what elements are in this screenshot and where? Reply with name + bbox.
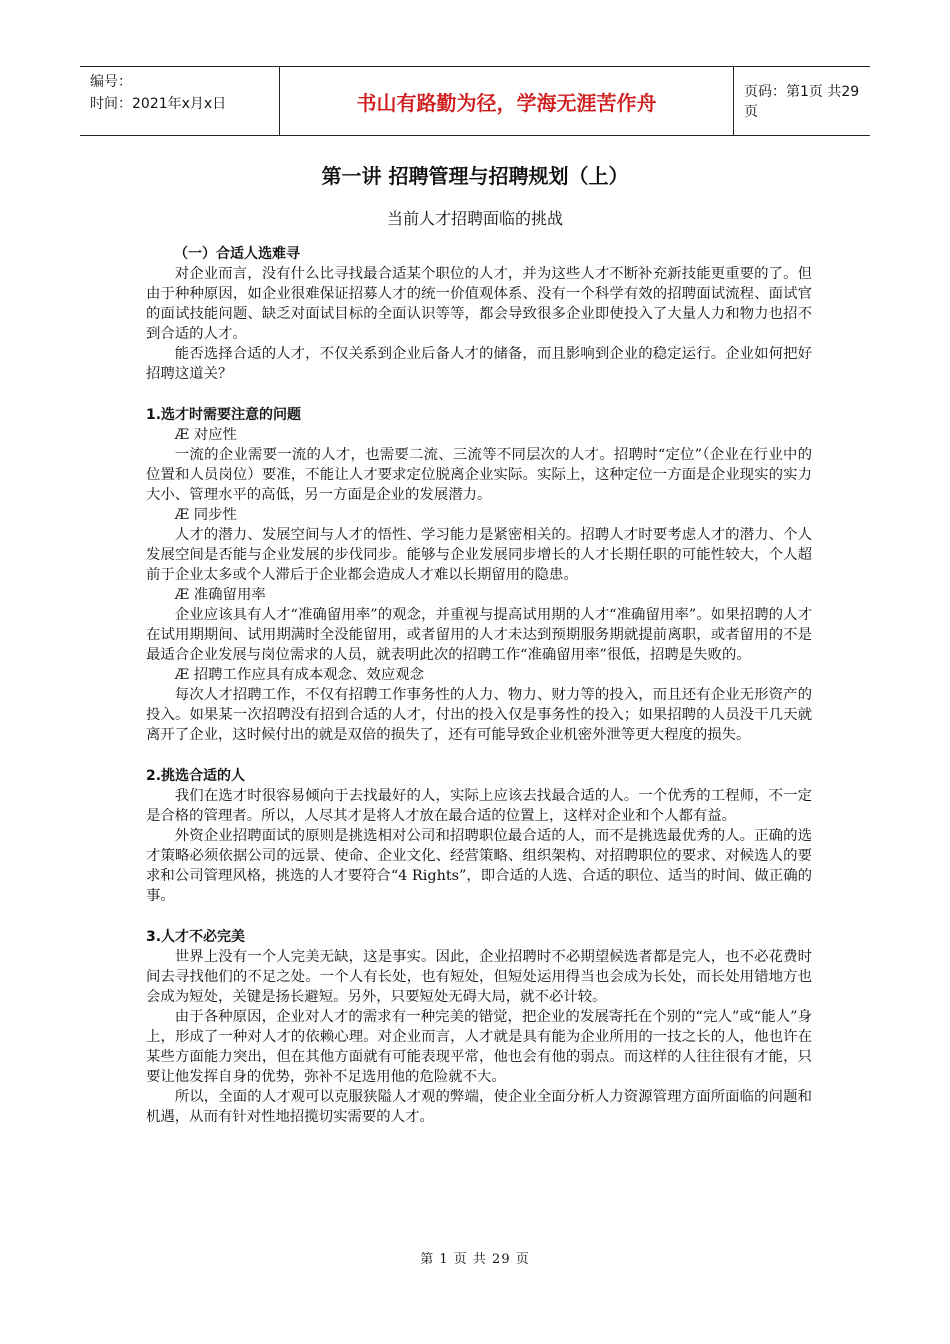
- page-title: 第一讲 招聘管理与招聘规划（上）: [321, 164, 629, 188]
- time-label: 时间：2021年x月x日: [90, 96, 227, 112]
- document-body: [146, 244, 812, 1127]
- bullet-item: Æ 对应性: [174, 427, 237, 443]
- header-motto: 书山有路勤为径，学海无涯苦作舟: [280, 67, 734, 135]
- number-label: 编号：: [90, 74, 132, 90]
- paragraph: 由于各种原因，企业对人才的需求有一种完美的错觉，把企业的发展寄托在个别的“完人”或“能人”身上，形成了一种对人才的依赖心理。对企业而言，人才就是具有能为企业所用的一技之长的人，他也许在某些方面能力突出，但在其他方面就有可能表现平常，他也会有他的弱点。而这样的人往往很有才能，只要让他发挥自身的优势，弥补不足选用他的危险就不大。: [146, 1009, 812, 1085]
- paragraph: 每次人才招聘工作，不仅有招聘工作事务性的人力、物力、财力等的投入，而且还有企业无形资产的投入。如果某一次招聘没有招到合适的人才，付出的投入仅是事务性的投入；如果招聘的人员没干几天就离开了企业，这时候付出的就是双倍的损失了，还有可能导致企业机密外泄等更大程度的损失。: [146, 687, 812, 743]
- subsection-heading: 1.选才时需要注意的问题: [146, 407, 302, 423]
- paragraph: 外资企业招聘面试的原则是挑选相对公司和招聘职位最合适的人，而不是挑选最优秀的人。正确的选才策略必须依据公司的远景、使命、企业文化、经营策略、组织架构、对招聘职位的要求、对候选人的要求和公司管理风格，挑选的人才要符合“4 Rights”，即合适的人选、合适的职位、适当的时间、做正确的事。: [146, 828, 812, 904]
- paragraph: 能否选择合适的人才，不仅关系到企业后备人才的储备，而且影响到企业的稳定运行。企业如何把好招聘这道关？: [146, 346, 812, 382]
- paragraph: 我们在选才时很容易倾向于去找最好的人，实际上应该去找最合适的人。一个优秀的工程师，不一定是合格的管理者。所以，人尽其才是将人才放在最合适的位置上，这样对企业和个人都有益。: [146, 788, 812, 824]
- bullet-item: Æ 同步性: [174, 507, 237, 523]
- page-subtitle: 当前人才招聘面临的挑战: [386, 209, 563, 228]
- bullet-item: Æ 准确留用率: [174, 587, 266, 603]
- header-meta-cell: [80, 67, 280, 135]
- paragraph: 世界上没有一个人完美无缺，这是事实。因此，企业招聘时不必期望候选者都是完人，也不必花费时间去寻找他们的不足之处。一个人有长处，也有短处，但短处运用得当也会成为长处，而长处用错地方也会成为短处，关键是扬长避短。另外，只要短处无碍大局，就不必计较。: [146, 949, 812, 1005]
- header-table: [80, 66, 870, 136]
- subsection-heading: 3.人才不必完美: [146, 929, 246, 945]
- header-page-info: 页码：第1页 共29页: [744, 84, 860, 120]
- bullet-item: Æ 招聘工作应具有成本观念、效应观念: [174, 667, 425, 683]
- section-heading: （一）合适人选难寻: [174, 246, 300, 262]
- paragraph: 对企业而言，没有什么比寻找最合适某个职位的人才，并为这些人才不断补充新技能更重要的了。但由于种种原因，如企业很难保证招募人才的统一价值观体系、没有一个科学有效的招聘面试流程、面试官的面试技能问题、缺乏对面试目标的全面认识等等，都会导致很多企业即使投入了大量人力和物力也招不到合适的人才。: [146, 266, 812, 342]
- subsection-heading: 2.挑选合适的人: [146, 768, 246, 784]
- paragraph: 企业应该具有人才“准确留用率”的观念，并重视与提高试用期的人才“准确留用率”。如果招聘的人才在试用期期间、试用期满时全没能留用，或者留用的人才未达到预期服务期就提前离职，或者留用的不是最适合企业发展与岗位需求的人员，就表明此次的招聘工作“准确留用率”很低，招聘是失败的。: [146, 607, 812, 663]
- paragraph: 人才的潜力、发展空间与人才的悟性、学习能力是紧密相关的。招聘人才时要考虑人才的潜力、个人发展空间是否能与企业发展的步伐同步。能够与企业发展同步增长的人才长期任职的可能性较大，个人超前于企业太多或个人滞后于企业都会造成人才难以长期留用的隐患。: [146, 527, 812, 583]
- page-footer: 第 1 页 共 29 页: [420, 1252, 530, 1267]
- paragraph: 一流的企业需要一流的人才，也需要二流、三流等不同层次的人才。招聘时“定位”（企业在行业中的位置和人员岗位）要准，不能让人才要求定位脱离企业实际。实际上，这种定位一方面是企业现实的实力大小、管理水平的高低，另一方面是企业的发展潜力。: [146, 447, 812, 503]
- paragraph: 所以，全面的人才观可以克服狭隘人才观的弊端，使企业全面分析人力资源管理方面所面临的问题和机遇，从而有针对性地招揽切实需要的人才。: [146, 1089, 812, 1125]
